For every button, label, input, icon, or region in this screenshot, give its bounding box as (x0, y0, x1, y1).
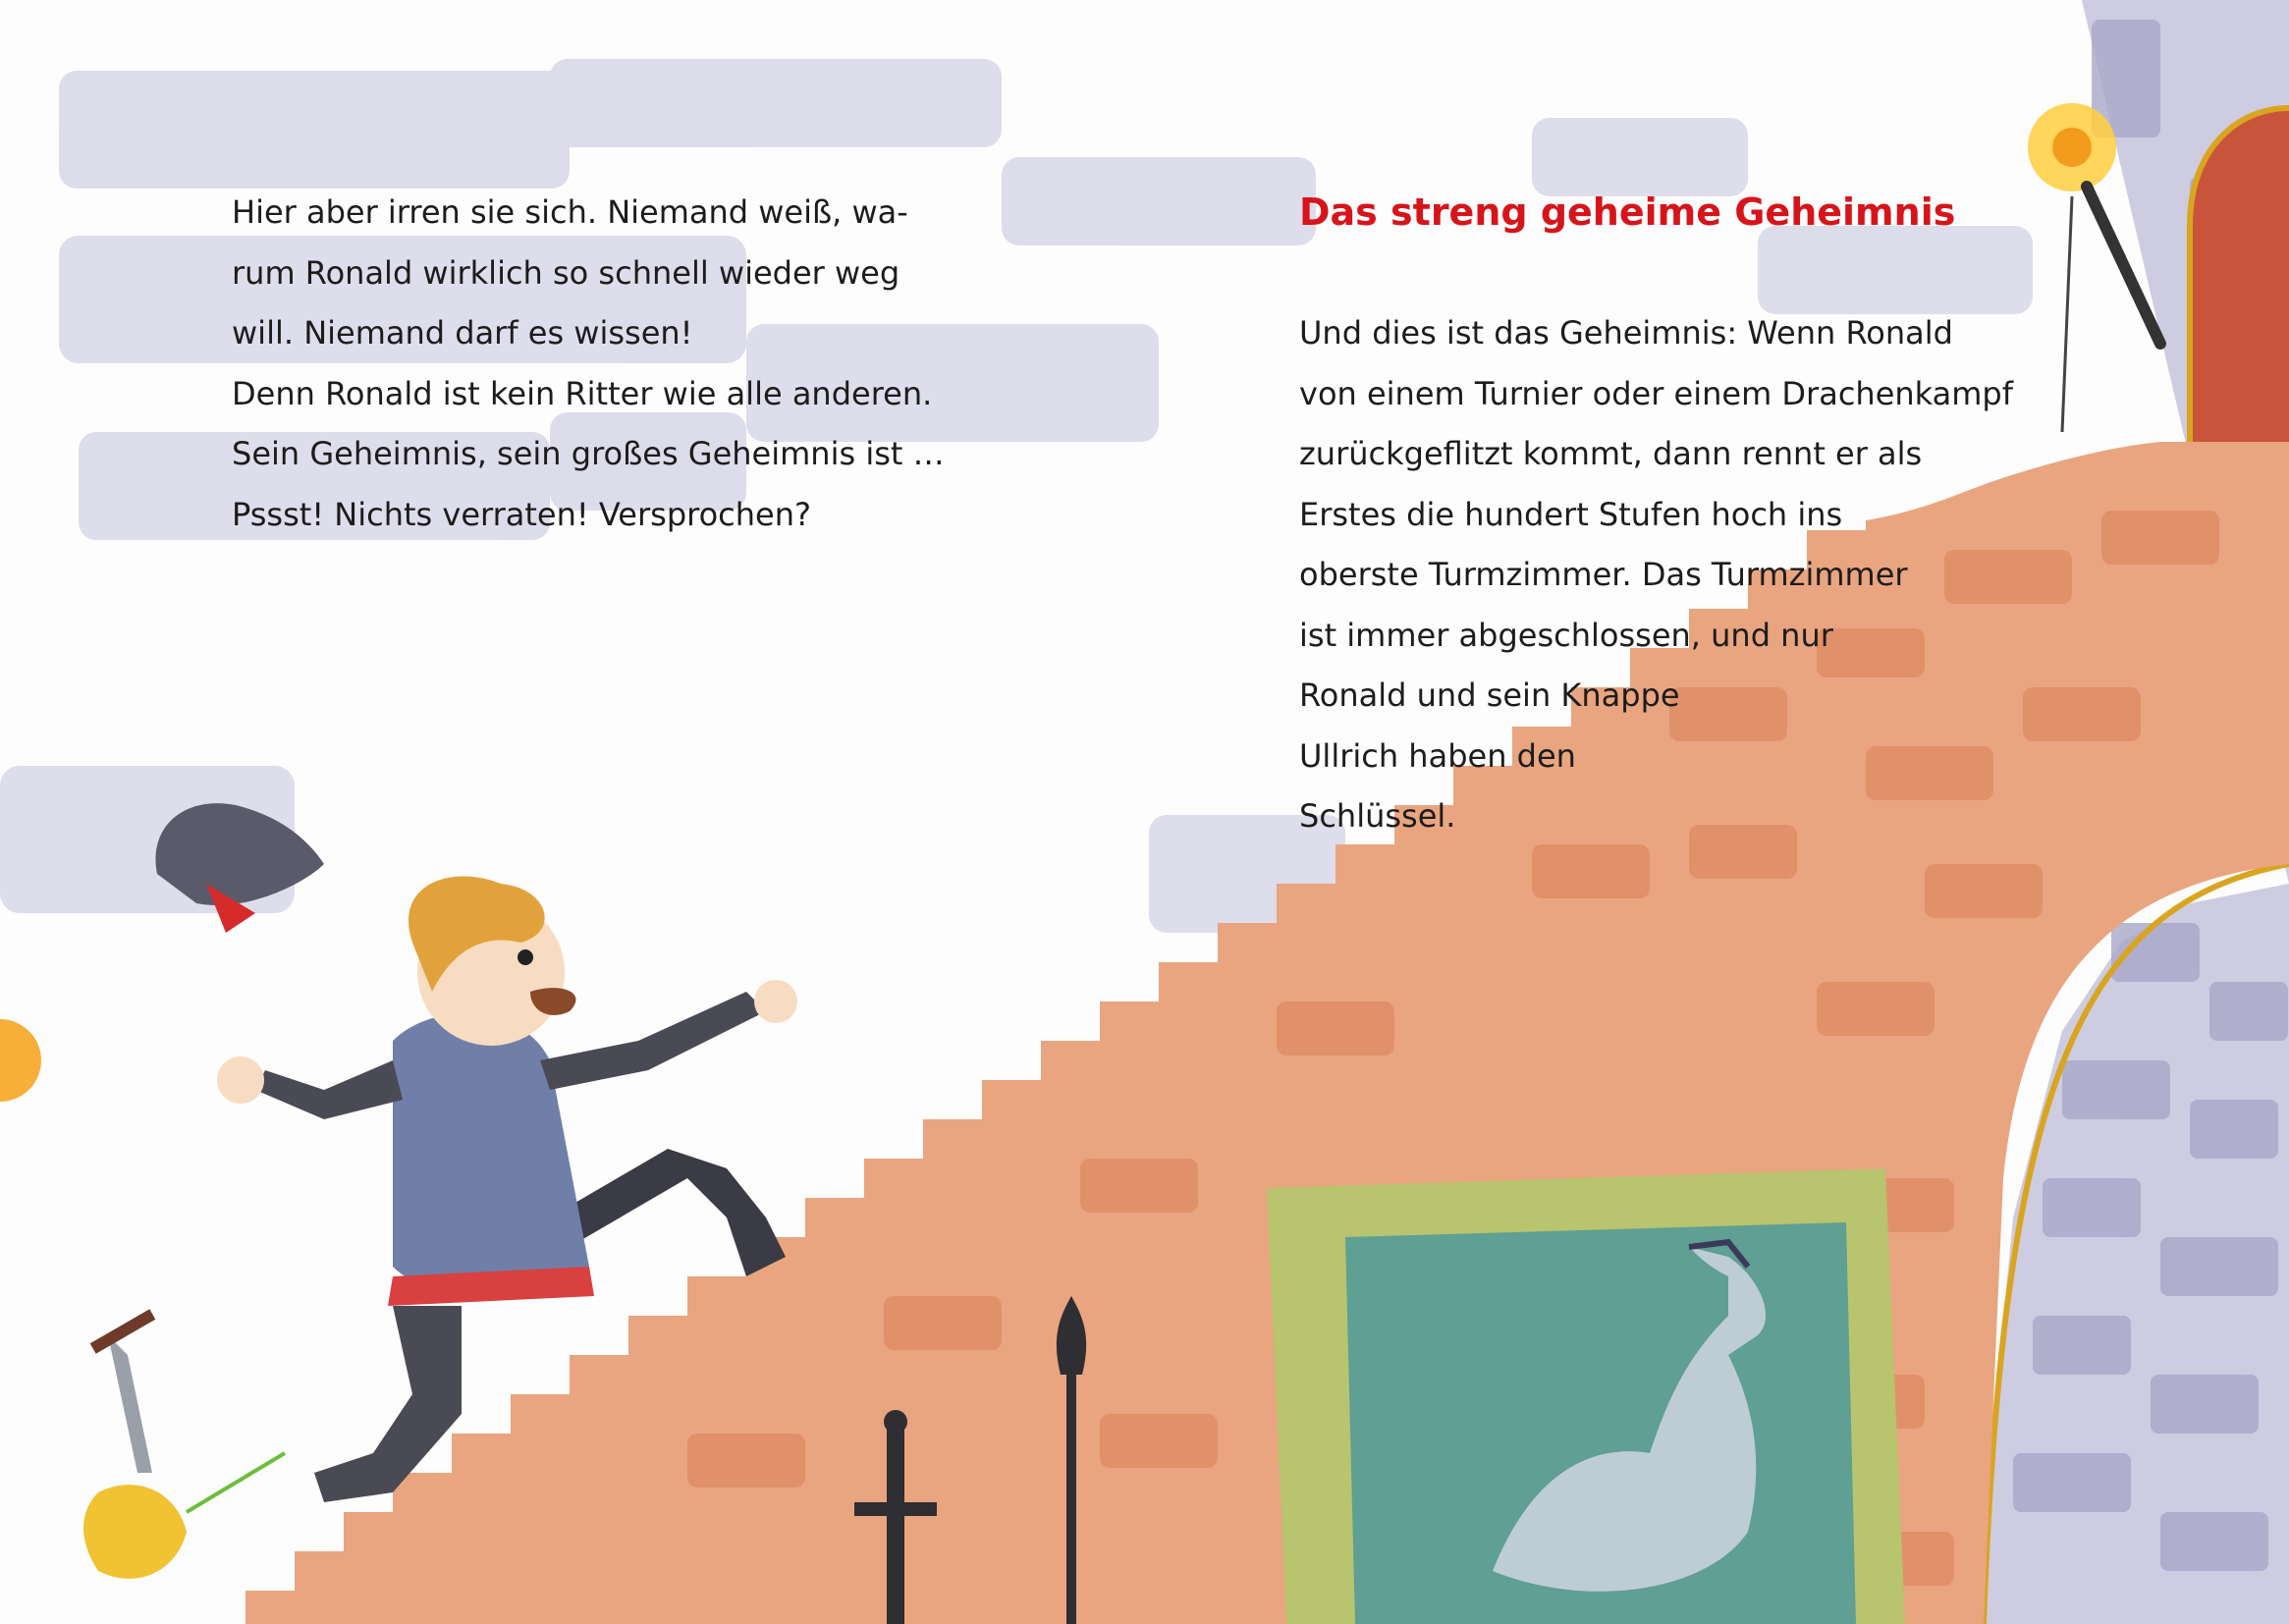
left-line-6: Pssst! Nichts verraten! Versprochen? (232, 495, 811, 533)
right-line-1: Und dies ist das Geheimnis: Wenn Ronald (1299, 314, 1953, 352)
right-line-4: Erstes die hundert Stufen hoch ins (1299, 495, 1843, 533)
right-page-text (1299, 303, 2013, 847)
left-line-4: Denn Ronald ist kein Ritter wie alle anderen. (232, 374, 933, 412)
right-line-8: Ullrich haben den (1299, 736, 1576, 775)
right-line-7: Ronald und sein Knappe (1299, 677, 1680, 714)
horse-painting (1267, 1168, 1905, 1624)
chapter-heading: Das streng geheime Geheimnis (1299, 190, 1956, 234)
left-line-5: Sein Geheimnis, sein großes Geheimnis ist … (232, 435, 945, 472)
right-line-3: zurückgeflitzt kommt, dann rennt er als (1299, 435, 1923, 472)
right-line-6: ist immer abgeschlossen, und nur (1299, 616, 1833, 654)
left-line-3: will. Niemand darf es wissen! (232, 314, 693, 352)
right-line-2: von einem Turnier oder einem Drachenkampf (1299, 374, 2013, 412)
left-line-1: Hier aber irren sie sich. Niemand weiß, wa- (232, 193, 908, 231)
left-page-text (232, 183, 945, 545)
right-line-9: Schlüssel. (1299, 797, 1456, 835)
left-line-2: rum Ronald wirklich so schnell wieder weg (232, 253, 900, 292)
right-line-5: oberste Turmzimmer. Das Turmzimmer (1299, 556, 1908, 593)
